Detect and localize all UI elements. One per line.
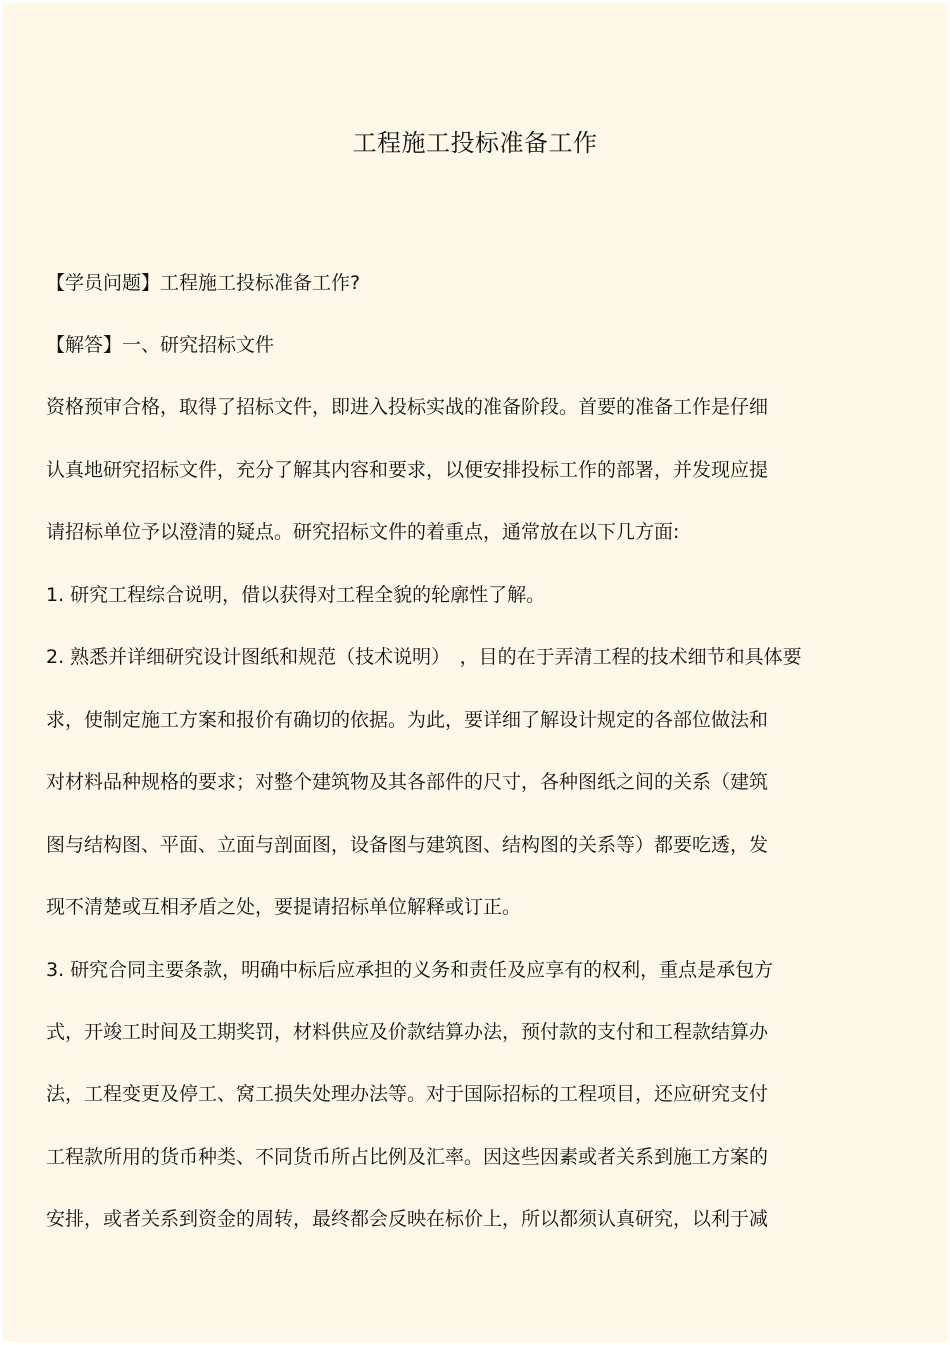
answer-heading: 【解答】一、研究招标文件 [46, 334, 275, 356]
list-item-1: 1. 研究工程综合说明，借以获得对工程全貌的轮廓性了解。 [46, 584, 546, 606]
list-item-2: 2. 熟悉并详细研究设计图纸和规范（技术说明） ，目的在于弄清工程的技术细节和具体要 [46, 646, 802, 668]
paragraph-line: 现不清楚或互相矛盾之处，要提请招标单位解释或订正。 [46, 896, 522, 918]
paragraph-line: 法，工程变更及停工、窝工损失处理办法等。对于国际招标的工程项目，还应研究支付 [46, 1083, 769, 1105]
document-title: 工程施工投标准备工作 [352, 129, 598, 157]
paragraph-line: 安排，或者关系到资金的周转，最终都会反映在标价上，所以都须认真研究，以利于减 [46, 1208, 769, 1230]
paragraph-line: 图与结构图、平面、立面与剖面图，设备图与建筑图、结构图的关系等）都要吃透，发 [46, 834, 769, 856]
list-item-3: 3. 研究合同主要条款，明确中标后应承担的义务和责任及应享有的权利，重点是承包方 [46, 959, 774, 981]
paragraph-line: 式，开竣工时间及工期奖罚，材料供应及价款结算办法，预付款的支付和工程款结算办 [46, 1021, 769, 1043]
document-page [3, 3, 947, 1342]
question-line: 【学员问题】工程施工投标准备工作? [46, 272, 361, 294]
paragraph-line: 认真地研究招标文件，充分了解其内容和要求，以便安排投标工作的部署，并发现应提 [46, 459, 769, 481]
paragraph-line: 资格预审合格，取得了招标文件，即进入投标实战的准备阶段。首要的准备工作是仔细 [46, 396, 769, 418]
paragraph-line: 对材料品种规格的要求；对整个建筑物及其各部件的尺寸，各种图纸之间的关系（建筑 [46, 771, 769, 793]
paragraph-line: 求，使制定施工方案和报价有确切的依据。为此，要详细了解设计规定的各部位做法和 [46, 709, 769, 731]
paragraph-line: 工程款所用的货币种类、不同货币所占比例及汇率。因这些因素或者关系到施工方案的 [46, 1146, 769, 1168]
paragraph-line: 请招标单位予以澄清的疑点。研究招标文件的着重点，通常放在以下几方面: [46, 521, 680, 543]
